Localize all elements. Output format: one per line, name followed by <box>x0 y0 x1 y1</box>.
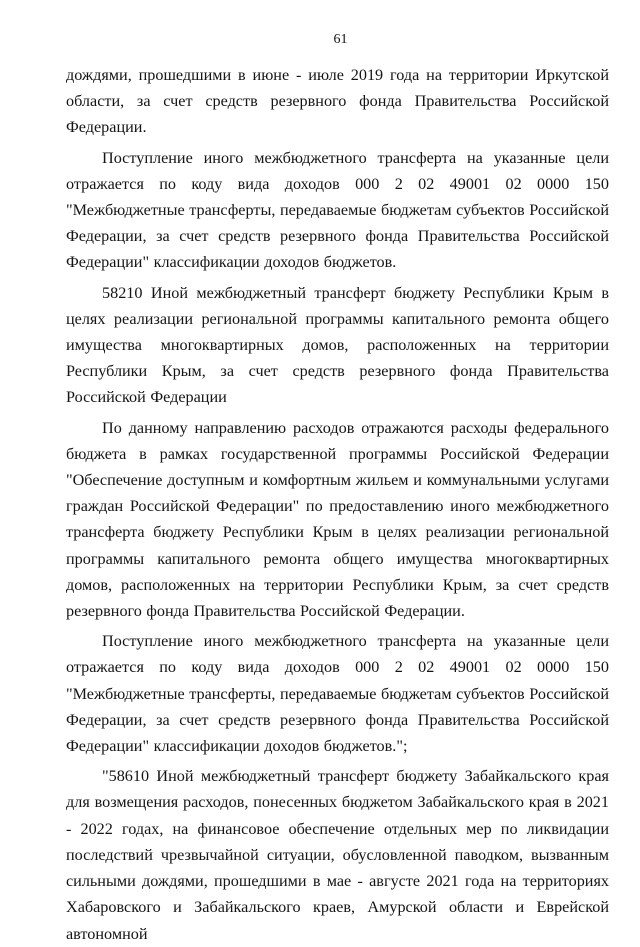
paragraph-revenue-code-2: Поступление иного межбюджетного трансферта на указанные цели отражается по коду вида доходов 000 2 02 49001 02 0000 150 "Межбюджетные трансферты, передаваемые бюджетам субъектов Российской Федерации, за счет средств резервного фонда Правительства Российской Федерации" классификации доходов бюджетов."; <box>66 632 609 756</box>
paragraph-continuation: дождями, прошедшими в июне - июле 2019 года на территории Иркутской области, за счет средств резервного фонда Правительства Российской Федерации. <box>66 66 609 137</box>
page-number: 61 <box>333 32 348 47</box>
paragraph-58610-heading: "58610 Иной межбюджетный трансферт бюджету Забайкальского края для возмещения расходов, понесенных бюджетом Забайкальского края в 2021 - 2022 годах, на финансовое обеспечение отдельных мер по ликвидации последствий чрезвычайной ситуации, обусловленной паводком, вызванным сильными дождями, прошедшими в мае - августе 2021 года на территориях Хабаровского и Забайкальского краев, Амурской области и Еврейской автономной <box>66 767 609 943</box>
paragraph-58210-heading: 58210 Иной межбюджетный трансферт бюджету Республики Крым в целях реализации региональной программы капитального ремонта общего имущества многоквартирных домов, расположенных на территории Республики Крым, за счет средств резервного фонда Правительства Российской Федерации <box>66 283 609 407</box>
paragraph-58210-description: По данному направлению расходов отражаются расходы федерального бюджета в рамках государственной программы Российской Федерации "Обеспечение доступным и комфортным жильем и коммунальными услугами граждан Российской Федерации" по предоставлению иного межбюджетного трансферта бюджету Республики Крым в целях реализации региональной программы капитального ремонта общего имущества многоквартирных домов, расположенных на территории Республики Крым, за счет средств резервного фонда Правительства Российской Федерации. <box>66 418 609 621</box>
paragraph-revenue-code: Поступление иного межбюджетного трансферта на указанные цели отражается по коду вида доходов 000 2 02 49001 02 0000 150 "Межбюджетные трансферты, передаваемые бюджетам субъектов Российской Федерации, за счет средств резервного фонда Правительства Российской Федерации" классификации доходов бюджетов. <box>66 148 609 272</box>
